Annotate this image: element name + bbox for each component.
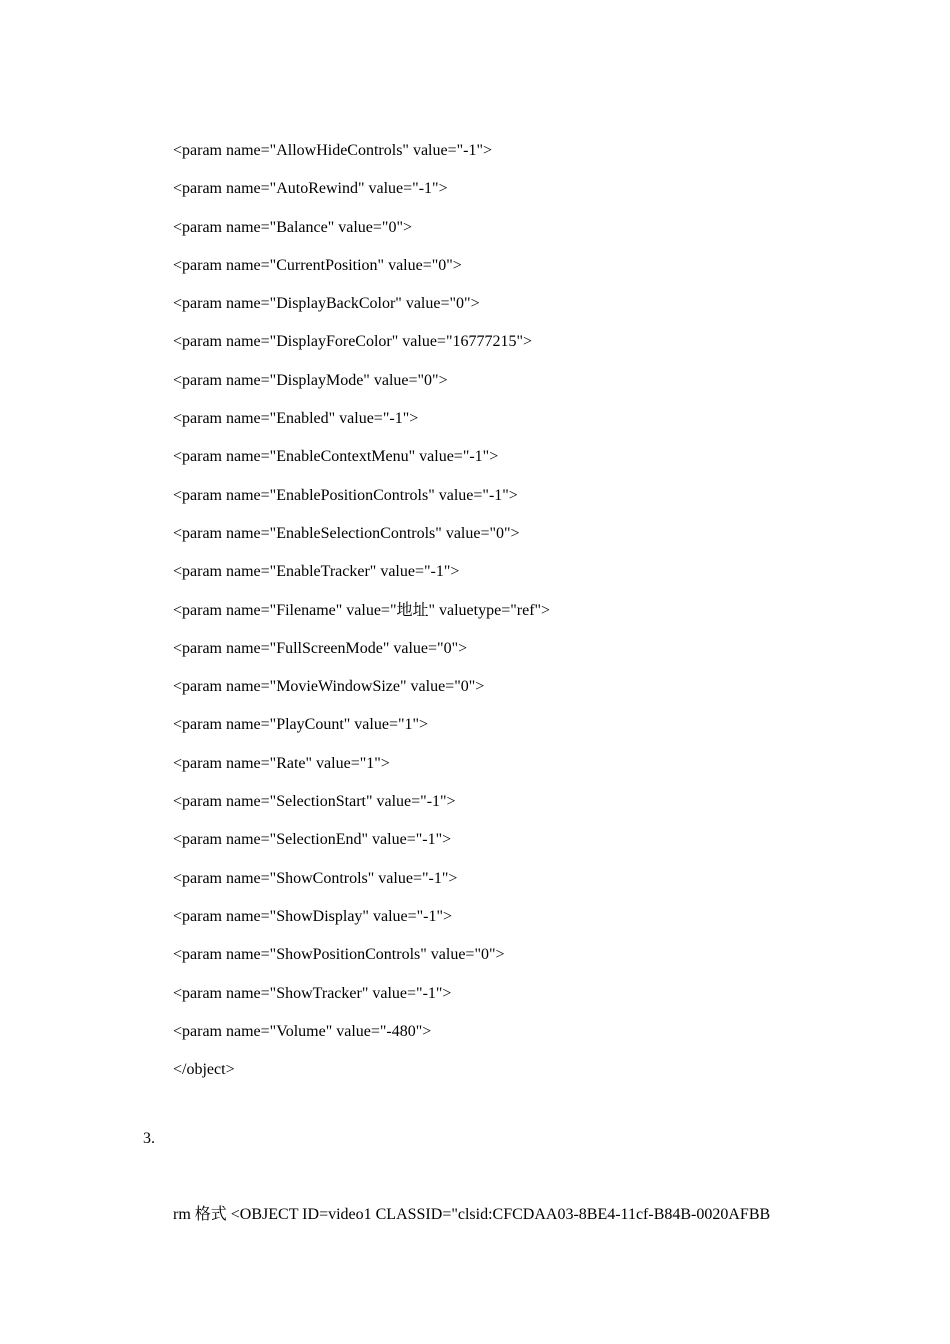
code-line: <param name="SelectionStart" value="-1"> — [173, 793, 456, 811]
code-line: <param name="SelectionEnd" value="-1"> — [173, 831, 452, 849]
code-line: <param name="ShowControls" value="-1"> — [173, 869, 458, 887]
code-line: <param name="AllowHideControls" value="-1"> — [173, 142, 493, 159]
code-line: <param name="MovieWindowSize" value="0"> — [173, 678, 485, 696]
code-line: <param name="Volume" value="-480"> — [173, 1022, 432, 1040]
section-number: 3. — [143, 1130, 155, 1147]
code-line: <param name="Rate" value="1"> — [173, 754, 390, 772]
code-line: <param name="PlayCount" value="1"> — [173, 716, 429, 734]
code-line: <param name="Balance" value="0"> — [173, 218, 413, 236]
code-line: <param name="ShowPositionControls" value="0"> — [173, 946, 505, 964]
code-line: <param name="EnableTracker" value="-1"> — [173, 563, 460, 581]
code-line: <param name="Enabled" value="-1"> — [173, 410, 419, 428]
code-line: <param name="EnableContextMenu" value="-1"> — [173, 448, 499, 466]
code-line: <param name="DisplayMode" value="0"> — [173, 371, 448, 389]
code-line: <param name="EnableSelectionControls" value="0"> — [173, 524, 520, 542]
object-close-tag: </object> — [173, 1061, 235, 1079]
code-line: <param name="CurrentPosition" value="0"> — [173, 256, 462, 274]
param-code-block — [173, 132, 913, 1089]
code-line: <param name="ShowTracker" value="-1"> — [173, 984, 452, 1002]
code-line: <param name="DisplayBackColor" value="0"> — [173, 295, 480, 313]
code-line: <param name="AutoRewind" value="-1"> — [173, 180, 448, 198]
rm-format-line: rm 格式 <OBJECT ID=video1 CLASSID="clsid:CFCDAA03-8BE4-11cf-B84B-0020AFBB — [173, 1206, 771, 1223]
code-line: <param name="FullScreenMode" value="0"> — [173, 639, 468, 657]
code-line: <param name="ShowDisplay" value="-1"> — [173, 907, 453, 925]
code-line: <param name="EnablePositionControls" value="-1"> — [173, 486, 518, 504]
code-line: <param name="Filename" value="地址" valuetype="ref"> — [173, 601, 551, 619]
code-line: <param name="DisplayForeColor" value="16777215"> — [173, 333, 533, 351]
